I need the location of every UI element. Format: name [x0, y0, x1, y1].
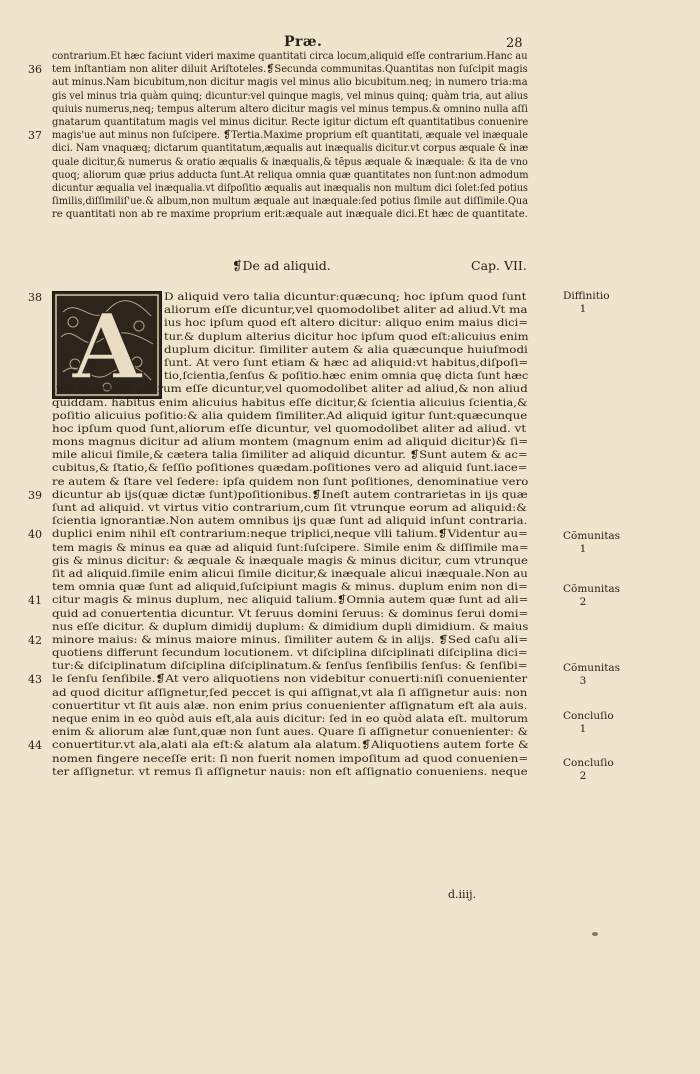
line-text: re quantitati non ab re maxime proprium erit:æquale aut inæquale dici.Et hæc de quantitate. — [52, 208, 528, 221]
line-text: mile alicui ſimile,& cætera talia ſimiliter ad aliquid dicuntur. ❡Sunt autem & ac= — [52, 449, 528, 462]
line-text: ſunt. At vero ſunt etiam & hæc ad aliquid:vt habitus,diſpoſi= — [164, 356, 529, 369]
text-line — [52, 169, 528, 182]
text-line — [52, 423, 528, 436]
line-text: gnatarum quantitatum magis vel minus dicitur. Recte igitur dictum eſt quantitatibus conuenire — [52, 115, 529, 128]
text-line — [52, 502, 528, 515]
chapter-title: ❡De ad aliquid. — [232, 258, 331, 273]
text-line — [52, 103, 528, 116]
text-line — [52, 344, 528, 357]
line-text: quid ad conuertentia dicuntur. Vt ſeruus domini ſeruus: & dominus ſerui domi= — [52, 607, 529, 620]
line-text: mons magnus dicitur ad alium montem (magnum enim ad aliquid dicitur)& ſi= — [52, 436, 529, 449]
quantity-text-block — [28, 50, 529, 221]
chapter-number: Cap. VII. — [471, 258, 527, 273]
line-text: ipſa quæ ſunt aliorum eſſe dicuntur,vel quomodolibet aliter ad aliud,& non aliud — [52, 383, 528, 396]
text-line — [52, 383, 528, 396]
line-text: nus eſſe dicitur. & duplum dimidij duplum: & dimidium dupli dimidium. & maius — [52, 620, 529, 633]
text-line — [52, 182, 528, 195]
text-line — [52, 142, 528, 155]
line-text: gis & minus dicitur: & æquale & inæquale magis & minus dicitur, cum vtrunque — [52, 554, 528, 567]
text-line — [52, 90, 528, 103]
margin-note — [563, 290, 610, 316]
text-line — [52, 370, 528, 383]
line-text: quotiens differunt ſecundum locutionem. vt diſciplina diſciplinati diſciplina dici= — [52, 647, 528, 660]
line-text: neque enim in eo quòd auis eſt,ala auis dicitur: ſed in eo quòd alata eſt. multorum — [52, 713, 529, 725]
text-line — [52, 687, 528, 700]
text-line — [52, 436, 528, 449]
text-line — [52, 568, 528, 581]
line-number: 42 — [28, 633, 42, 647]
text-line — [52, 304, 528, 317]
text-line — [52, 317, 528, 330]
ad-aliquid-text-block — [28, 291, 529, 779]
margin-note-number: 2 — [579, 596, 587, 608]
line-text: ſunt ad aliquid. vt virtus vitio contrarium,cum ſit vtrunque eorum ad aliquid:& — [52, 502, 527, 514]
margin-note — [563, 530, 620, 556]
line-text: quiddam. habitus enim alicuius habitus eſſe dicitur,& ſcientia alicuius ſcientia,& — [52, 396, 528, 409]
line-text: le ſenſu ſenſibile.❡At vero aliquotiens non videbitur conuerti:niſi conuenienter — [52, 673, 528, 686]
line-text: magis'ue aut minus non ſuſcipere. ❡Tertia.Maxime proprium eſt quantitati, æquale vel inæquale — [52, 129, 528, 142]
paper-speck — [592, 932, 598, 936]
text-line — [52, 331, 528, 344]
line-number: 37 — [28, 129, 42, 143]
line-text: tio,ſcientia,ſenſus & poſitio.hæc enim omnia quę dicta ſunt hæc — [164, 370, 529, 383]
text-line — [28, 63, 528, 77]
line-text: quiuis numerus,neq; tempus alterum altero dicitur magis vel minus tempus.& omnino nulla aſſi — [52, 102, 528, 115]
line-text: tem omnia quæ ſunt ad aliquid,ſuſcipiunt magis & minus. duplum enim non di= — [52, 581, 528, 594]
line-text: dicuntur æqualia vel inæqualia.vt diſpoſitio æqualis aut inæqualis non multum dici ſolet:ſed potius — [52, 181, 528, 194]
text-line — [52, 515, 528, 528]
line-number: 44 — [28, 739, 42, 753]
text-line — [28, 528, 528, 542]
signature-mark: d.iiij. — [448, 888, 476, 901]
margin-note-number: 1 — [579, 303, 587, 315]
text-line — [52, 50, 528, 63]
line-text: ſit ad aliquid.ſimile enim alicui ſimile dicitur,& inæquale alicui inæquale.Non au — [52, 567, 528, 580]
line-text: quoq; aliorum quæ prius adducta ſunt.At reliqua omnia quæ quantitates non ſunt:non admodum — [52, 168, 529, 181]
margin-note — [563, 710, 614, 736]
text-line — [52, 753, 528, 766]
margin-note-label: Diffinitio — [563, 290, 610, 302]
text-line — [52, 660, 528, 673]
text-line — [52, 647, 528, 660]
text-line — [28, 594, 529, 608]
margin-note-label: Cõmunitas — [563, 530, 621, 542]
line-text: duplum dicitur. ſimiliter autem & alia quæcunque huiuſmodi — [164, 343, 528, 356]
text-line — [52, 476, 528, 489]
text-line — [52, 726, 528, 739]
line-text: re autem & ſtare vel ſedere: ipſa quidem non ſunt poſitiones, denominatiue vero — [52, 475, 529, 488]
line-number: 39 — [28, 488, 42, 502]
line-text: tem inſtantiam non aliter diluit Ariſtoteles.❡Secunda communitas.Quantitas non ſuſcipit magis — [52, 63, 528, 76]
line-text: poſitio alicuius poſitio:& alia quidem ſimiliter.Ad aliquid igitur ſunt:quæcunque — [52, 409, 528, 422]
folio-number: 28 — [506, 36, 523, 51]
text-line — [52, 581, 528, 594]
line-text: gis vel minus tria quàm quinq; dicuntur:vel quinque magis, vel minus quinq; quàm tria, aut alius — [52, 89, 528, 102]
text-line — [52, 410, 528, 423]
text-line — [52, 357, 528, 370]
line-text: cubitus,& ſtatio,& ſeſſio poſitiones quædam.poſitiones vero ad aliquid ſunt.iace= — [52, 462, 528, 475]
line-text: dicuntur ab ijs(quæ dictæ ſunt)poſitionibus.❡Ineſt autem contrarietas in ijs quæ — [52, 488, 528, 501]
margin-note-number: 2 — [579, 770, 587, 782]
text-line — [52, 156, 528, 169]
line-number: 41 — [28, 594, 42, 608]
line-text: tem magis & minus ea quæ ad aliquid ſunt:ſuſcipere. Simile enim & diſſimile ma= — [52, 541, 529, 554]
line-text: contrarium.Et hæc faciunt videri maxime quantitati circa locum,aliquid eſſe contrarium.Hanc au — [52, 50, 528, 62]
text-line — [52, 208, 528, 221]
text-line — [28, 633, 529, 647]
line-number: 38 — [28, 291, 42, 304]
margin-note — [563, 583, 620, 609]
line-text: ad quod dicitur aſſignetur,ſed peccet is qui aſſignat,vt ala ſi aſſignetur auis: non — [52, 686, 528, 699]
line-text: ter aſſignetur. vt remus ſi aſſignetur nauis: non eſt aſſignatio conueniens. neque — [52, 765, 528, 778]
line-number: 40 — [28, 528, 42, 542]
margin-note-number: 3 — [579, 675, 587, 687]
running-head: Præ. — [284, 34, 323, 50]
text-line — [52, 449, 528, 462]
text-line — [52, 542, 528, 555]
initial-letter: A — [72, 294, 142, 400]
line-number: 36 — [28, 63, 42, 77]
line-text: duplici enim nihil eſt contrarium:neque triplici,neque vlli talium.❡Videntur au= — [52, 528, 528, 541]
text-line — [52, 555, 528, 568]
line-text: conuertitur.vt ala,alati ala eſt:& alatum ala alatum.❡Aliquotiens autem forte & — [52, 739, 529, 752]
line-text: dici. Nam vnaquæq; dictarum quantitatum,æqualis aut inæqualis dicitur.vt corpus æquale & inæ — [52, 142, 529, 155]
margin-note-label: Cõmunitas — [563, 662, 621, 674]
text-line — [52, 195, 528, 208]
line-text: quale dicitur,& numerus & oratio æqualis & inæqualis,& tẽpus æquale & inæquale: & ita de vno — [52, 155, 528, 168]
line-text: tur:& diſciplinatum diſciplina diſciplinatum.& ſenſus ſenſibilis ſenſus: & ſenſibi= — [52, 660, 528, 673]
text-line — [28, 739, 529, 753]
text-line — [52, 116, 528, 129]
text-line — [52, 766, 528, 779]
text-line — [52, 700, 528, 713]
line-text: D aliquid vero talia dicuntur:quæcunq; hoc ipſum quod ſunt — [164, 291, 527, 303]
line-text: hoc ipſum quod ſunt,aliorum eſſe dicuntur, vel quomodolibet aliter ad aliud. vt — [52, 422, 527, 435]
margin-note-number: 1 — [579, 543, 587, 555]
line-text: ſimilis,diſſimiliſ'ue.& album,non multum æquale aut inæquale:ſed potius ſimile aut diſſimile.Qua — [52, 195, 529, 208]
text-line — [52, 76, 528, 89]
margin-note — [563, 757, 614, 783]
margin-note-label: Cõmunitas — [563, 583, 621, 595]
line-text: minore maius: & minus maiore minus. ſimiliter autem & in alijs. ❡Sed caſu ali= — [52, 633, 529, 646]
text-line — [52, 397, 528, 410]
line-text: ius hoc ipſum quod eſt altero dicitur: aliquo enim maius dici= — [164, 317, 529, 330]
text-line — [28, 673, 528, 687]
line-text: enim & aliorum alæ ſunt,quæ non ſunt aues. Quare ſi aſſignetur conuenienter: & — [52, 726, 528, 739]
text-line — [52, 608, 528, 621]
line-text: conuertitur vt ſit auis alæ. non enim prius conuenienter aſſignatum eſt ala auis. — [52, 699, 528, 712]
chapter-heading — [0, 258, 700, 276]
margin-note-number: 1 — [579, 723, 587, 735]
text-line — [52, 621, 528, 634]
line-text: nomen fingere neceſſe erit: ſi non fuerit nomen impoſitum ad quod conuenien= — [52, 752, 529, 765]
margin-note — [563, 662, 620, 688]
line-number: 43 — [28, 673, 42, 687]
line-text: citur magis & minus duplum, nec aliquid talium.❡Omnia autem quæ ſunt ad ali= — [52, 594, 529, 607]
line-text: aut minus.Nam bicubitum,non dicitur magis vel minus alio bicubitum.neq; in numero tria:ma — [52, 76, 528, 89]
line-text: aliorum eſſe dicuntur,vel quomodolibet aliter ad aliud.Vt ma — [164, 304, 528, 317]
text-line — [28, 291, 528, 304]
margin-note-label: Concluſio — [563, 710, 614, 722]
line-text: ſcientia ignorantiæ.Non autem omnibus ijs quæ ſunt ad aliquid inſunt contraria. — [52, 515, 528, 528]
text-line — [28, 129, 528, 143]
line-text: tur.& duplum alterius dicitur hoc ipſum quod eſt:alicuius enim — [164, 330, 529, 343]
text-line — [28, 488, 528, 502]
margin-note-label: Concluſio — [563, 757, 614, 769]
text-line — [52, 713, 528, 726]
text-line — [52, 462, 528, 475]
